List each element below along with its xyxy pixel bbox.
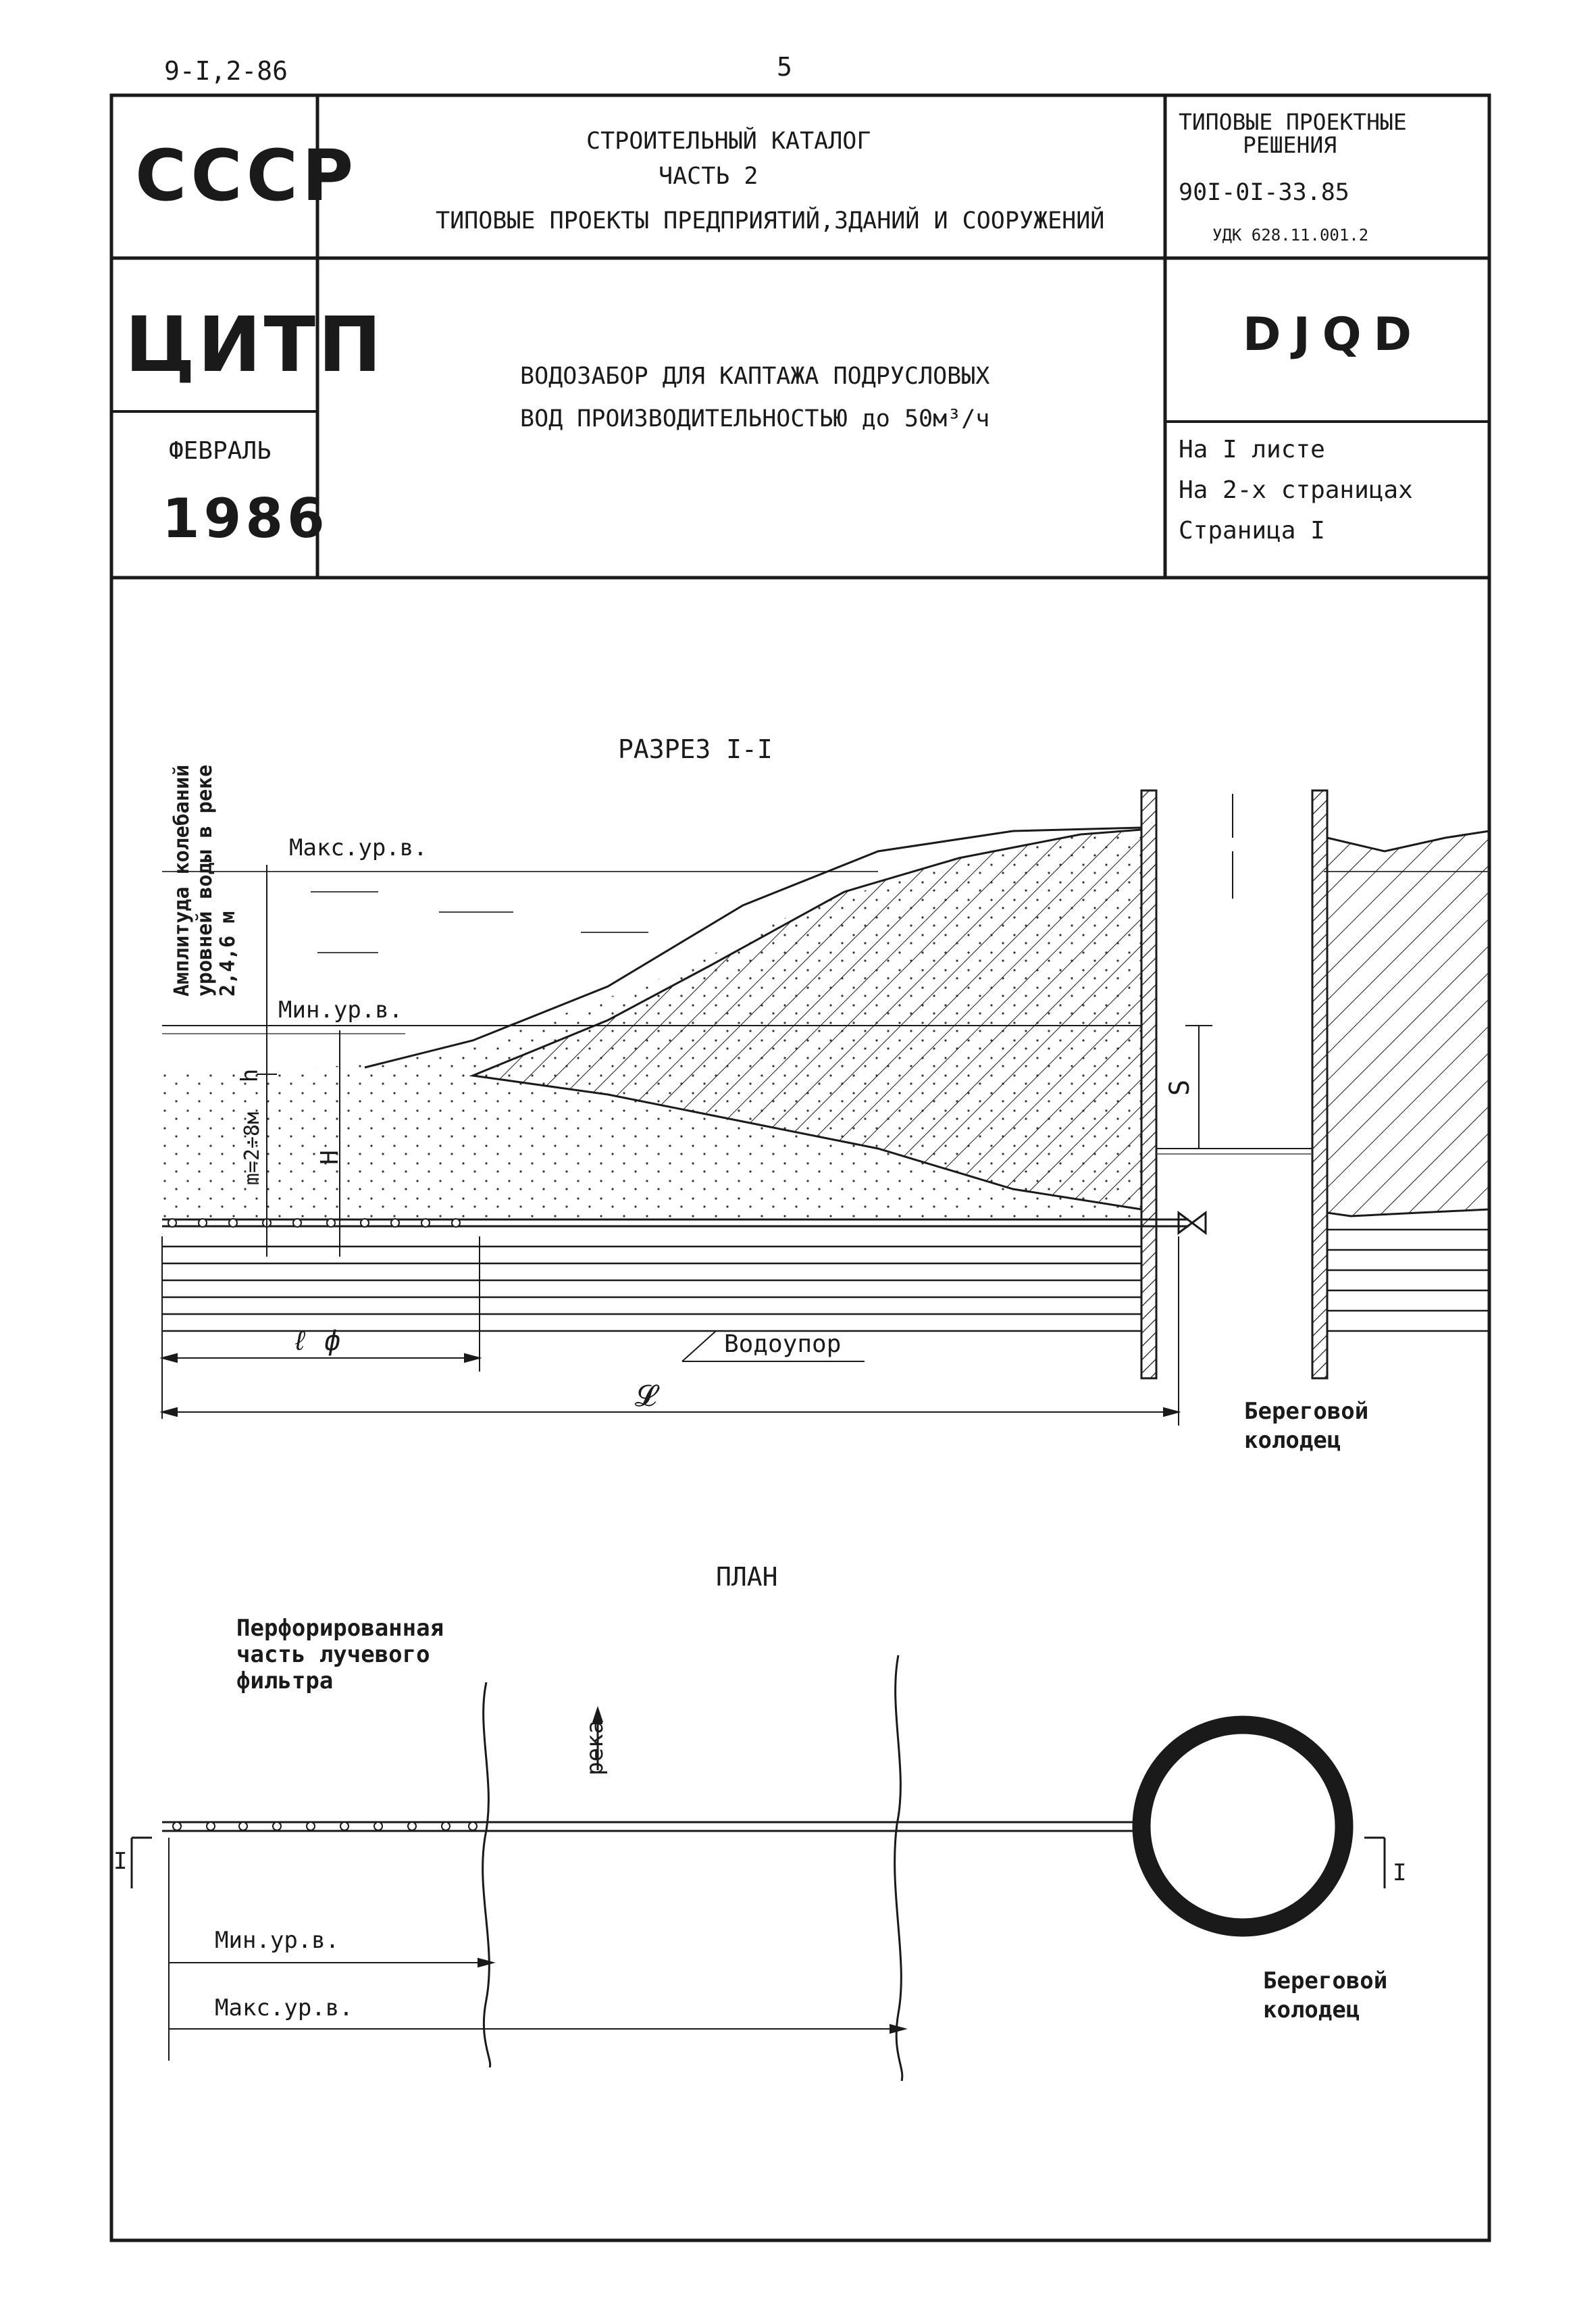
plan-title: ПЛАН [716, 1562, 778, 1592]
section-well-line2: колодец [1244, 1427, 1341, 1454]
section-mark-right: I [1393, 1859, 1407, 1886]
typical-solutions-line1: ТИПОВЫЕ ПРОЕКТНЫЕ [1179, 109, 1407, 135]
udk-code: УДК 628.11.001.2 [1212, 226, 1369, 245]
pages-count: На 2-х страницах [1179, 476, 1413, 504]
page-label: Страница I [1179, 517, 1325, 545]
max-level-label: Макс.ур.в. [289, 834, 428, 861]
S-label: S [1164, 1079, 1196, 1097]
project-title-line1: ВОДОЗАБОР ДЛЯ КАПТАЖА ПОДРУСЛОВЫХ [520, 363, 990, 390]
l-filter-label: ℓ ф [292, 1326, 341, 1357]
section-well-line1: Береговой [1244, 1398, 1369, 1425]
perforated-line2: часть лучевого [236, 1641, 430, 1668]
min-level-boundary [483, 1682, 490, 2067]
series-code: 9-I,2-86 [164, 56, 288, 86]
perforated-line3: фильтра [236, 1667, 334, 1694]
min-level-label: Мин.ур.в. [278, 997, 403, 1024]
h-small-label: h [236, 1068, 264, 1083]
aquiclude-label: Водоупор [724, 1330, 842, 1358]
catalog-part: ЧАСТЬ 2 [659, 163, 758, 190]
catalog-title: СТРОИТЕЛЬНЫЙ КАТАЛОГ [586, 128, 871, 155]
sheets-count: На I листе [1179, 436, 1325, 463]
amplitude-line3: 2,4,6 м [216, 911, 240, 997]
perforated-line1: Перфорированная [236, 1615, 444, 1642]
max-level-boundary [895, 1655, 902, 2081]
river-label: река [581, 1720, 609, 1776]
typical-solutions-line2: РЕШЕНИЯ [1243, 132, 1337, 158]
section-title: РАЗРЕЗ I-I [618, 734, 773, 764]
section-mark-left: I [113, 1848, 128, 1875]
project-code: 90I-0I-33.85 [1179, 179, 1349, 206]
cstp-label: ЦИТП [125, 301, 384, 389]
amplitude-line2: уровней воды в реке [193, 764, 217, 997]
page-number: 5 [777, 52, 792, 82]
m-range-label: m=2÷8м [240, 1111, 265, 1186]
plan-min-level-label: Мин.ур.в. [215, 1927, 340, 1954]
plan-well-line1: Береговой [1263, 1967, 1388, 1994]
project-title-line2: ВОД ПРОИЗВОДИТЕЛЬНОСТЬЮ до 50м³/ч [520, 405, 990, 432]
catalog-subtitle: ТИПОВЫЕ ПРОЕКТЫ ПРЕДПРИЯТИЙ,ЗДАНИЙ И СООРУЖЕНИЙ [436, 207, 1105, 234]
issue-month: ФЕВРАЛЬ [169, 437, 272, 465]
issue-year: 1986 [162, 487, 329, 550]
plan-well-line2: колодец [1263, 1996, 1360, 2023]
plan-filter-pipe [162, 1817, 1199, 1835]
code-mark: DJQD [1243, 308, 1424, 361]
ussr-label: СССР [135, 134, 358, 217]
H-big-label: H [315, 1150, 344, 1165]
L-total-label: 𝓛 [635, 1379, 657, 1413]
plan-max-level-label: Макс.ур.в. [215, 1994, 353, 2021]
amplitude-line1: Амплитуда колебаний [170, 764, 194, 997]
